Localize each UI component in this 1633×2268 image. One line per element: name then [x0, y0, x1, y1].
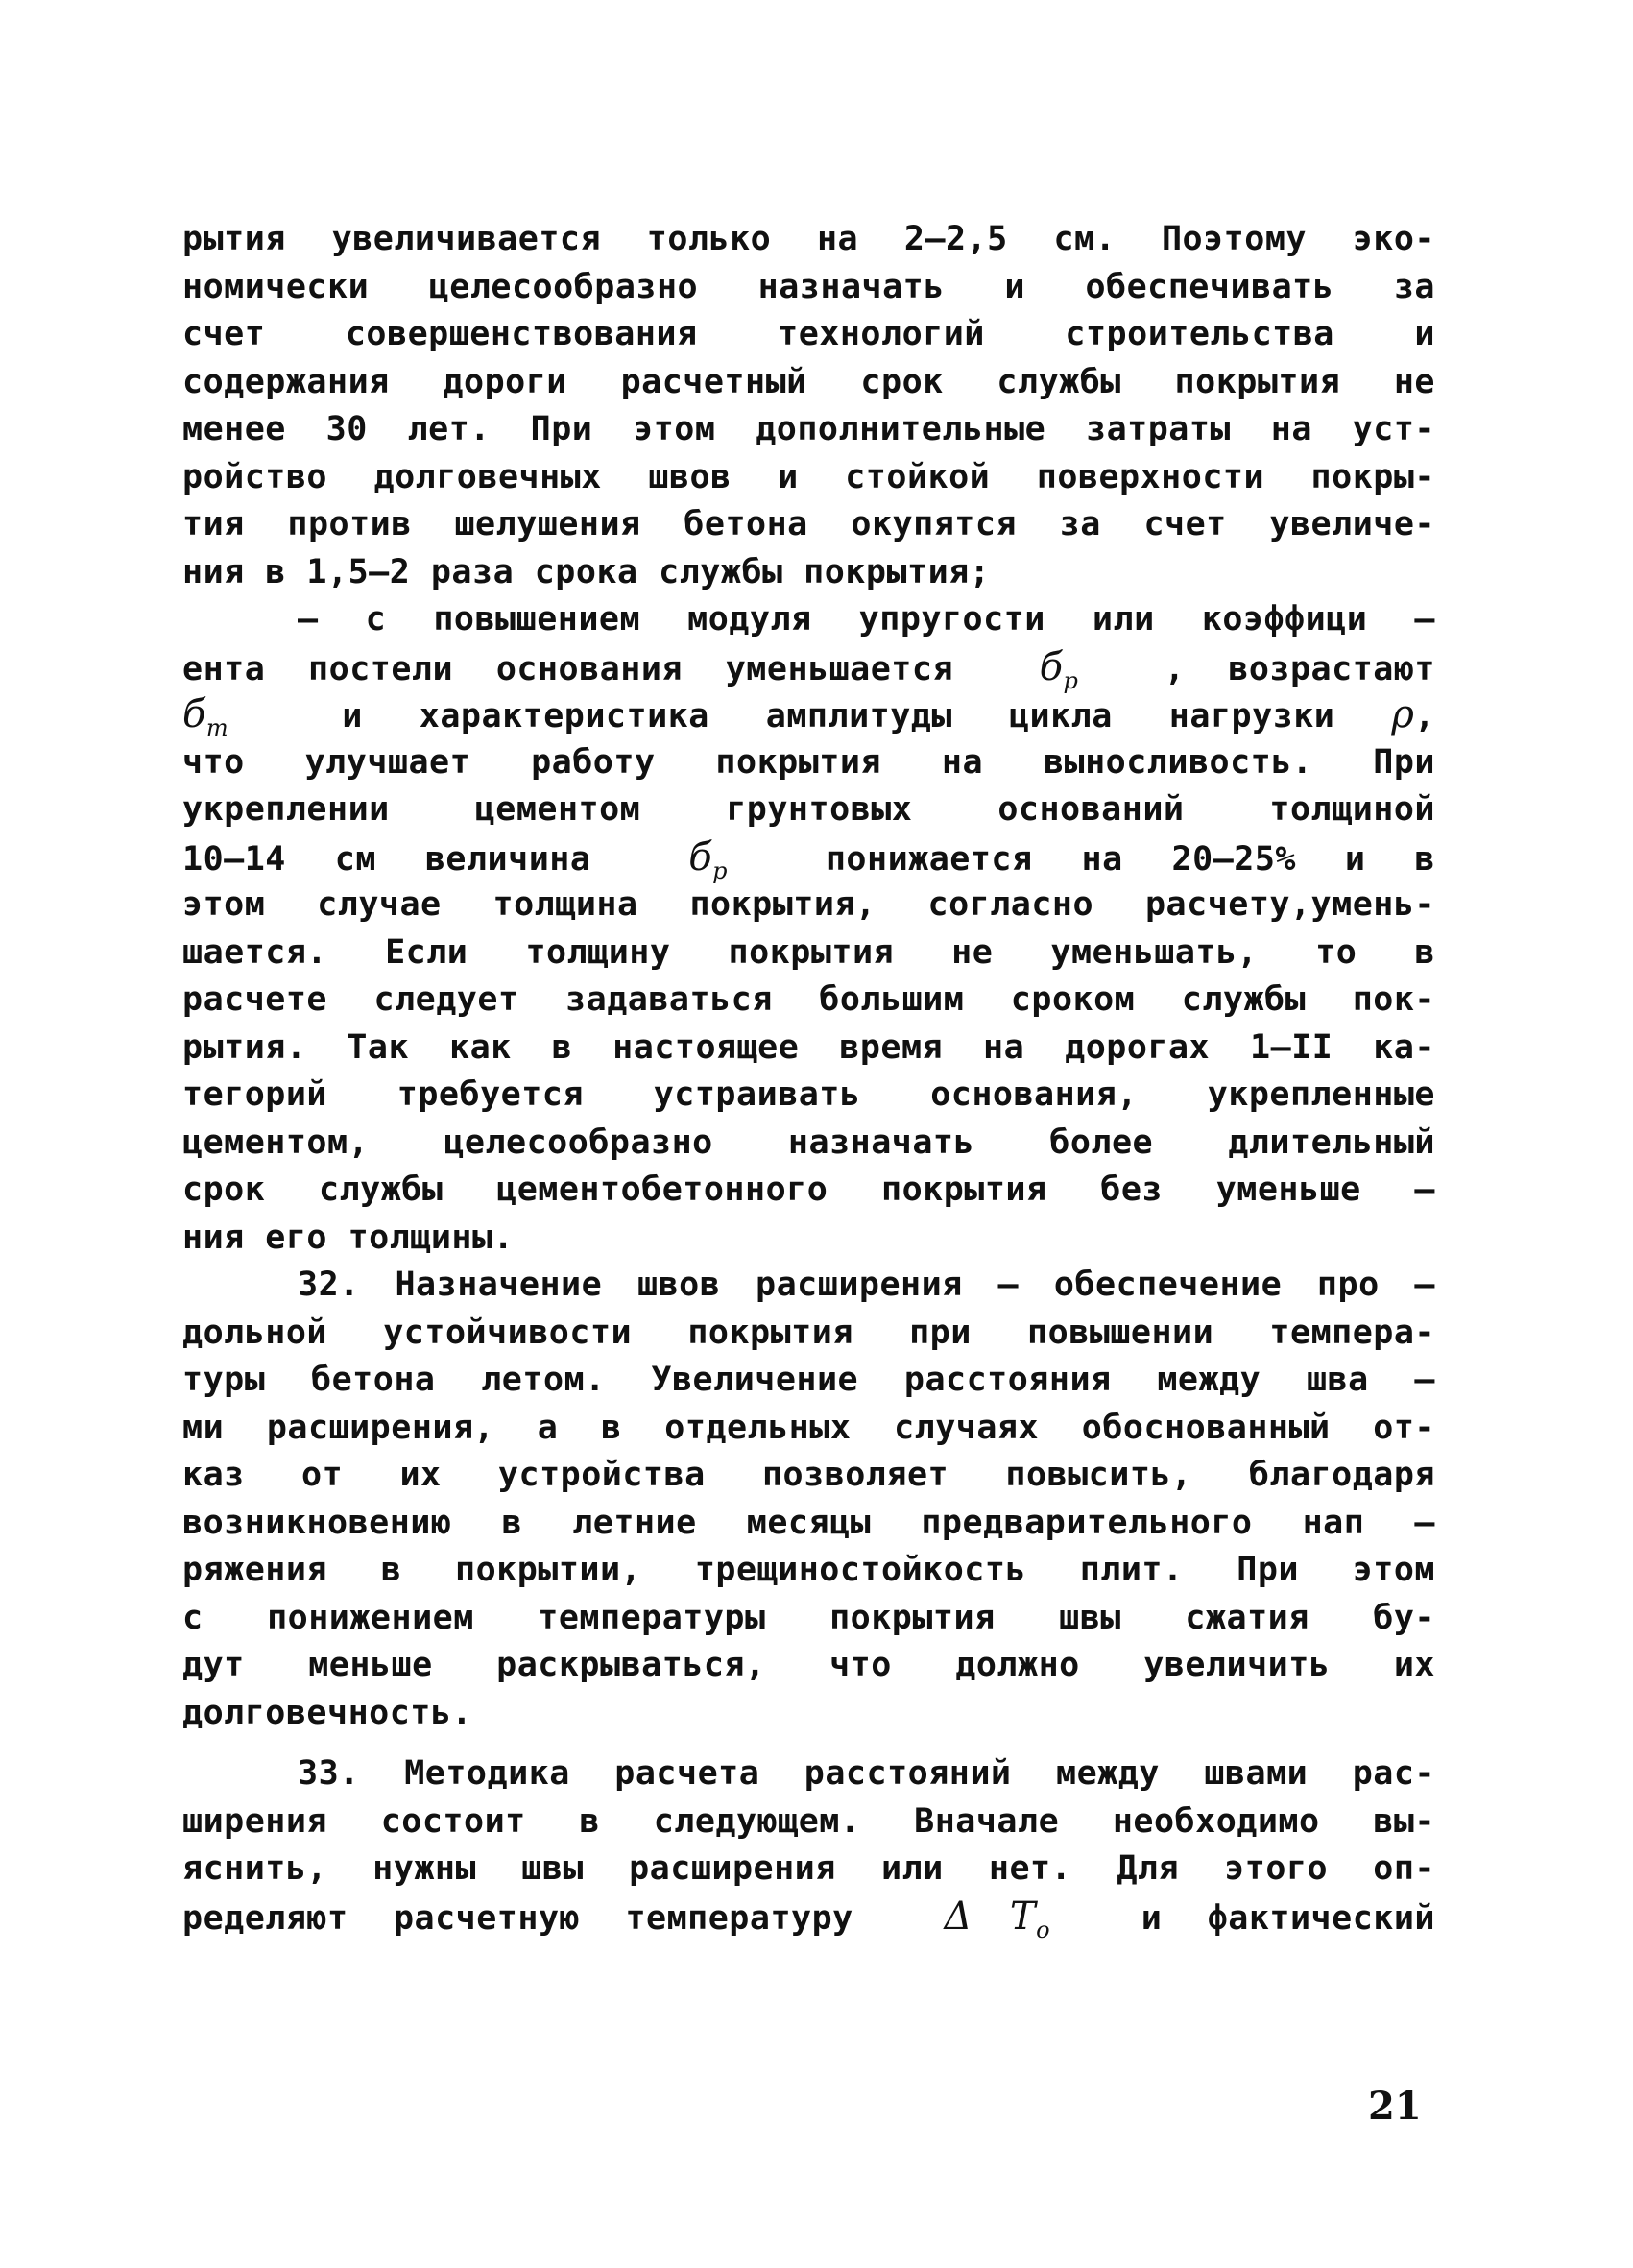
text-line: рытия увеличивается только на 2–2,5 см. Поэтому эко-: [182, 220, 1435, 258]
sigma-p-symbol: $б_р$: [688, 834, 729, 884]
delta-t-symbol: Δ $T_o$: [944, 1894, 1051, 1943]
text-fragment: и фактический: [1141, 1898, 1435, 1938]
text-line: долговечность.: [182, 1693, 473, 1732]
text-line-with-symbol: [182, 834, 1435, 882]
text-fragment: и характеристика амплитуды цикла нагрузки: [342, 697, 1335, 736]
text-fragment: , возрастают: [1164, 649, 1435, 688]
page-text: [182, 216, 1435, 1941]
sigma-t-symbol: $б_т$: [182, 692, 229, 741]
text-line: 33. Методика расчета расстояний между швами рас-: [298, 1754, 1435, 1793]
text-line: возникновению в летние месяцы предварительного нап –: [182, 1503, 1435, 1542]
text-line: ряжения в покрытии, трещиностойкость плит. При этом: [182, 1551, 1435, 1589]
text-line: яснить, нужны швы расширения или нет. Для этого оп-: [182, 1849, 1435, 1888]
text-line: 32. Назначение швов расширения – обеспечение про –: [298, 1266, 1435, 1304]
text-line: ния в 1,5–2 раза срока службы покрытия;: [182, 552, 991, 591]
text-line: этом случае толщина покрытия, согласно расчету,умень-: [182, 885, 1435, 924]
text-line: тегорий требуется устраивать основания, укрепленные: [182, 1075, 1435, 1114]
text-line-with-symbol: [182, 691, 1435, 739]
text-line: шается. Если толщину покрытия не уменьшать, то в: [182, 932, 1435, 972]
text-line: ройство долговечных швов и стойкой поверхности покры-: [182, 457, 1435, 496]
text-line-with-symbol: [182, 1894, 1435, 1942]
text-line: ширения состоит в следующем. Вначале необходимо вы-: [182, 1801, 1435, 1841]
text-line-with-symbol: [182, 644, 1435, 692]
text-fragment: понижается на 20–25% и в: [825, 839, 1435, 879]
sigma-p-symbol: $б_р$: [1039, 644, 1079, 694]
text-line: цементом, целесообразно назначать более длительный: [182, 1122, 1435, 1162]
text-line: с понижением температуры покрытия швы сжатия бу-: [182, 1598, 1435, 1637]
text-line: ния его толщины.: [182, 1218, 515, 1257]
text-fragment: ента постели основания уменьшается: [182, 649, 954, 688]
text-line: что улучшает работу покрытия на выносливость. При: [182, 742, 1435, 782]
text-line: номически целесообразно назначать и обеспечивать за: [182, 267, 1435, 306]
text-fragment: ,: [1414, 697, 1435, 736]
text-line: содержания дороги расчетный срок службы покрытия не: [182, 362, 1435, 401]
text-fragment: ределяют расчетную температуру: [182, 1898, 853, 1938]
text-line: дут меньше раскрываться, что должно увеличить их: [182, 1646, 1435, 1684]
text-line: – с повышением модуля упругости или коэффици –: [298, 600, 1435, 639]
page-number: 21: [1368, 2084, 1422, 2129]
rho-symbol: ρ: [1391, 692, 1415, 736]
text-line: туры бетона летом. Увеличение расстояния между шва –: [182, 1361, 1435, 1399]
text-line: ми расширения, а в отдельных случаях обоснованный от-: [182, 1408, 1435, 1447]
text-fragment: 10–14 см величина: [182, 839, 591, 879]
text-line: рытия. Так как в настоящее время на дорогах 1–II ка-: [182, 1027, 1435, 1067]
text-line: счет совершенствования технологий строительства и: [182, 315, 1435, 353]
text-line: срок службы цементобетонного покрытия без уменьше –: [182, 1170, 1435, 1209]
text-line: расчете следует задаваться большим сроком службы пок-: [182, 980, 1435, 1019]
text-line: укреплении цементом грунтовых оснований толщиной: [182, 790, 1435, 829]
text-line: каз от их устройства позволяет повысить, благодаря: [182, 1456, 1435, 1494]
text-line: менее 30 лет. При этом дополнительные затраты на уст-: [182, 410, 1435, 448]
text-line: тия против шелушения бетона окупятся за счет увеличе-: [182, 505, 1435, 543]
text-line: дольной устойчивости покрытия при повышении темпера-: [182, 1313, 1435, 1352]
